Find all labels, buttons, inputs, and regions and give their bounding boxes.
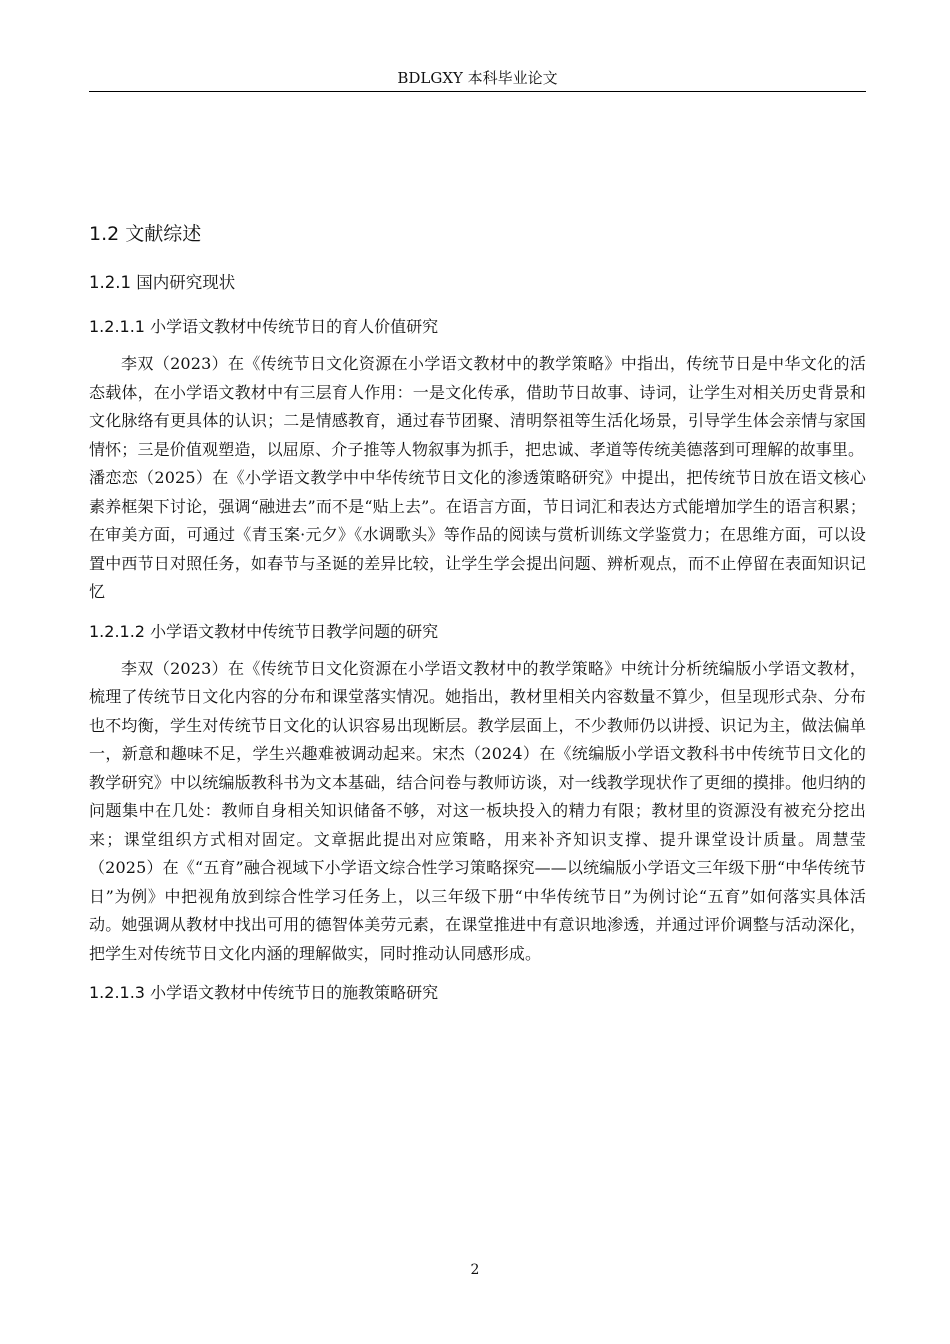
subsubsection-heading-1: 1.2.1.1 小学语文教材中传统节日的育人价值研究 (89, 317, 439, 336)
paragraph-3: 李双（2023）在《传统节日文化资源在小学语文教材中的教学策略》中统计分析统编版小学语文教材，梳理了传统节日文化内容的分布和课堂落实情况。她指出，教材里相关内容数量不算少，但呈现形式杂、分布也不均衡，学生对传统节日文化的认识容易出现断层。教学层面上，不少教师仍以讲授、识记为主，做法偏单一，新意和趣味不足，学生兴趣难被调动起来。宋杰（2024）在《统编版小学语文教科书中传统节日文化的教学研究》中以统编版教科书为文本基础，结合问卷与教师访谈，对一线教学现状作了更细的摸排。他归纳的问题集中在几处：教师自身相关知识储备不够，对这一板块投入的精力有限；教材里的资源没有被充分挖出来；课堂组织方式相对固定。文章据此提出对应策略，用来补齐知识支撑、提升课堂设计质量。周慧莹（2025）在《“五育”融合视域下小学语文综合性学习策略探究——以统编版小学语文三年级下册“中华传统节日”为例》中把视角放到综合性学习任务上，以三年级下册“中华传统节日”为例讨论“五育”如何落实具体活动。她强调从教材中找出可用的德智体美劳元素，在课堂推进中有意识地渗透，并通过评价调整与活动深化，把学生对传统节日文化内涵的理解做实，同时推动认同感形成。 (89, 658, 866, 963)
subsubsection-heading-2: 1.2.1.2 小学语文教材中传统节日教学问题的研究 (89, 621, 439, 641)
paragraph-2: 潘恋恋（2025）在《小学语文教学中中华传统节日文化的渗透策略研究》中提出，把传统节日放在语文核心素养框架下讨论，强调“融进去”而不是“贴上去”。在语言方面，节日词汇和表达方式能增加学生的语言积累；在审美方面，可通过《青玉案·元夕》《水调歌头》等作品的阅读与赏析训练文学鉴赏力；在思维方面，可以设置中西节日对照任务，如春节与圣诞的差异比较，让学生学会提出问题、辨析观点，而不止停留在表面知识记忆 (89, 468, 866, 601)
header-rule (89, 91, 866, 92)
paragraph-1: 李双（2023）在《传统节日文化资源在小学语文教材中的教学策略》中指出，传统节日是中华文化的活态载体，在小学语文教材中有三层育人作用：一是文化传承，借助节日故事、诗词，让学生对相关历史背景和文化脉络有更具体的认识；二是情感教育，通过春节团聚、清明祭祖等生活化场景，引导学生体会亲情与家国情怀；三是价值观塑造，以屈原、介子推等人物叙事为抓手，把忠诚、孝道等传统美德落到可理解的故事里。 (89, 354, 866, 459)
page-body (89, 218, 866, 1016)
page-header: BDLGXY 本科毕业论文 (397, 69, 558, 87)
subsubsection-heading-3: 1.2.1.3 小学语文教材中传统节日的施教策略研究 (89, 983, 439, 1002)
page-number: 2 (470, 1262, 480, 1278)
subsection-heading: 1.2.1 国内研究现状 (89, 273, 236, 292)
section-heading: 1.2 文献综述 (89, 223, 202, 245)
